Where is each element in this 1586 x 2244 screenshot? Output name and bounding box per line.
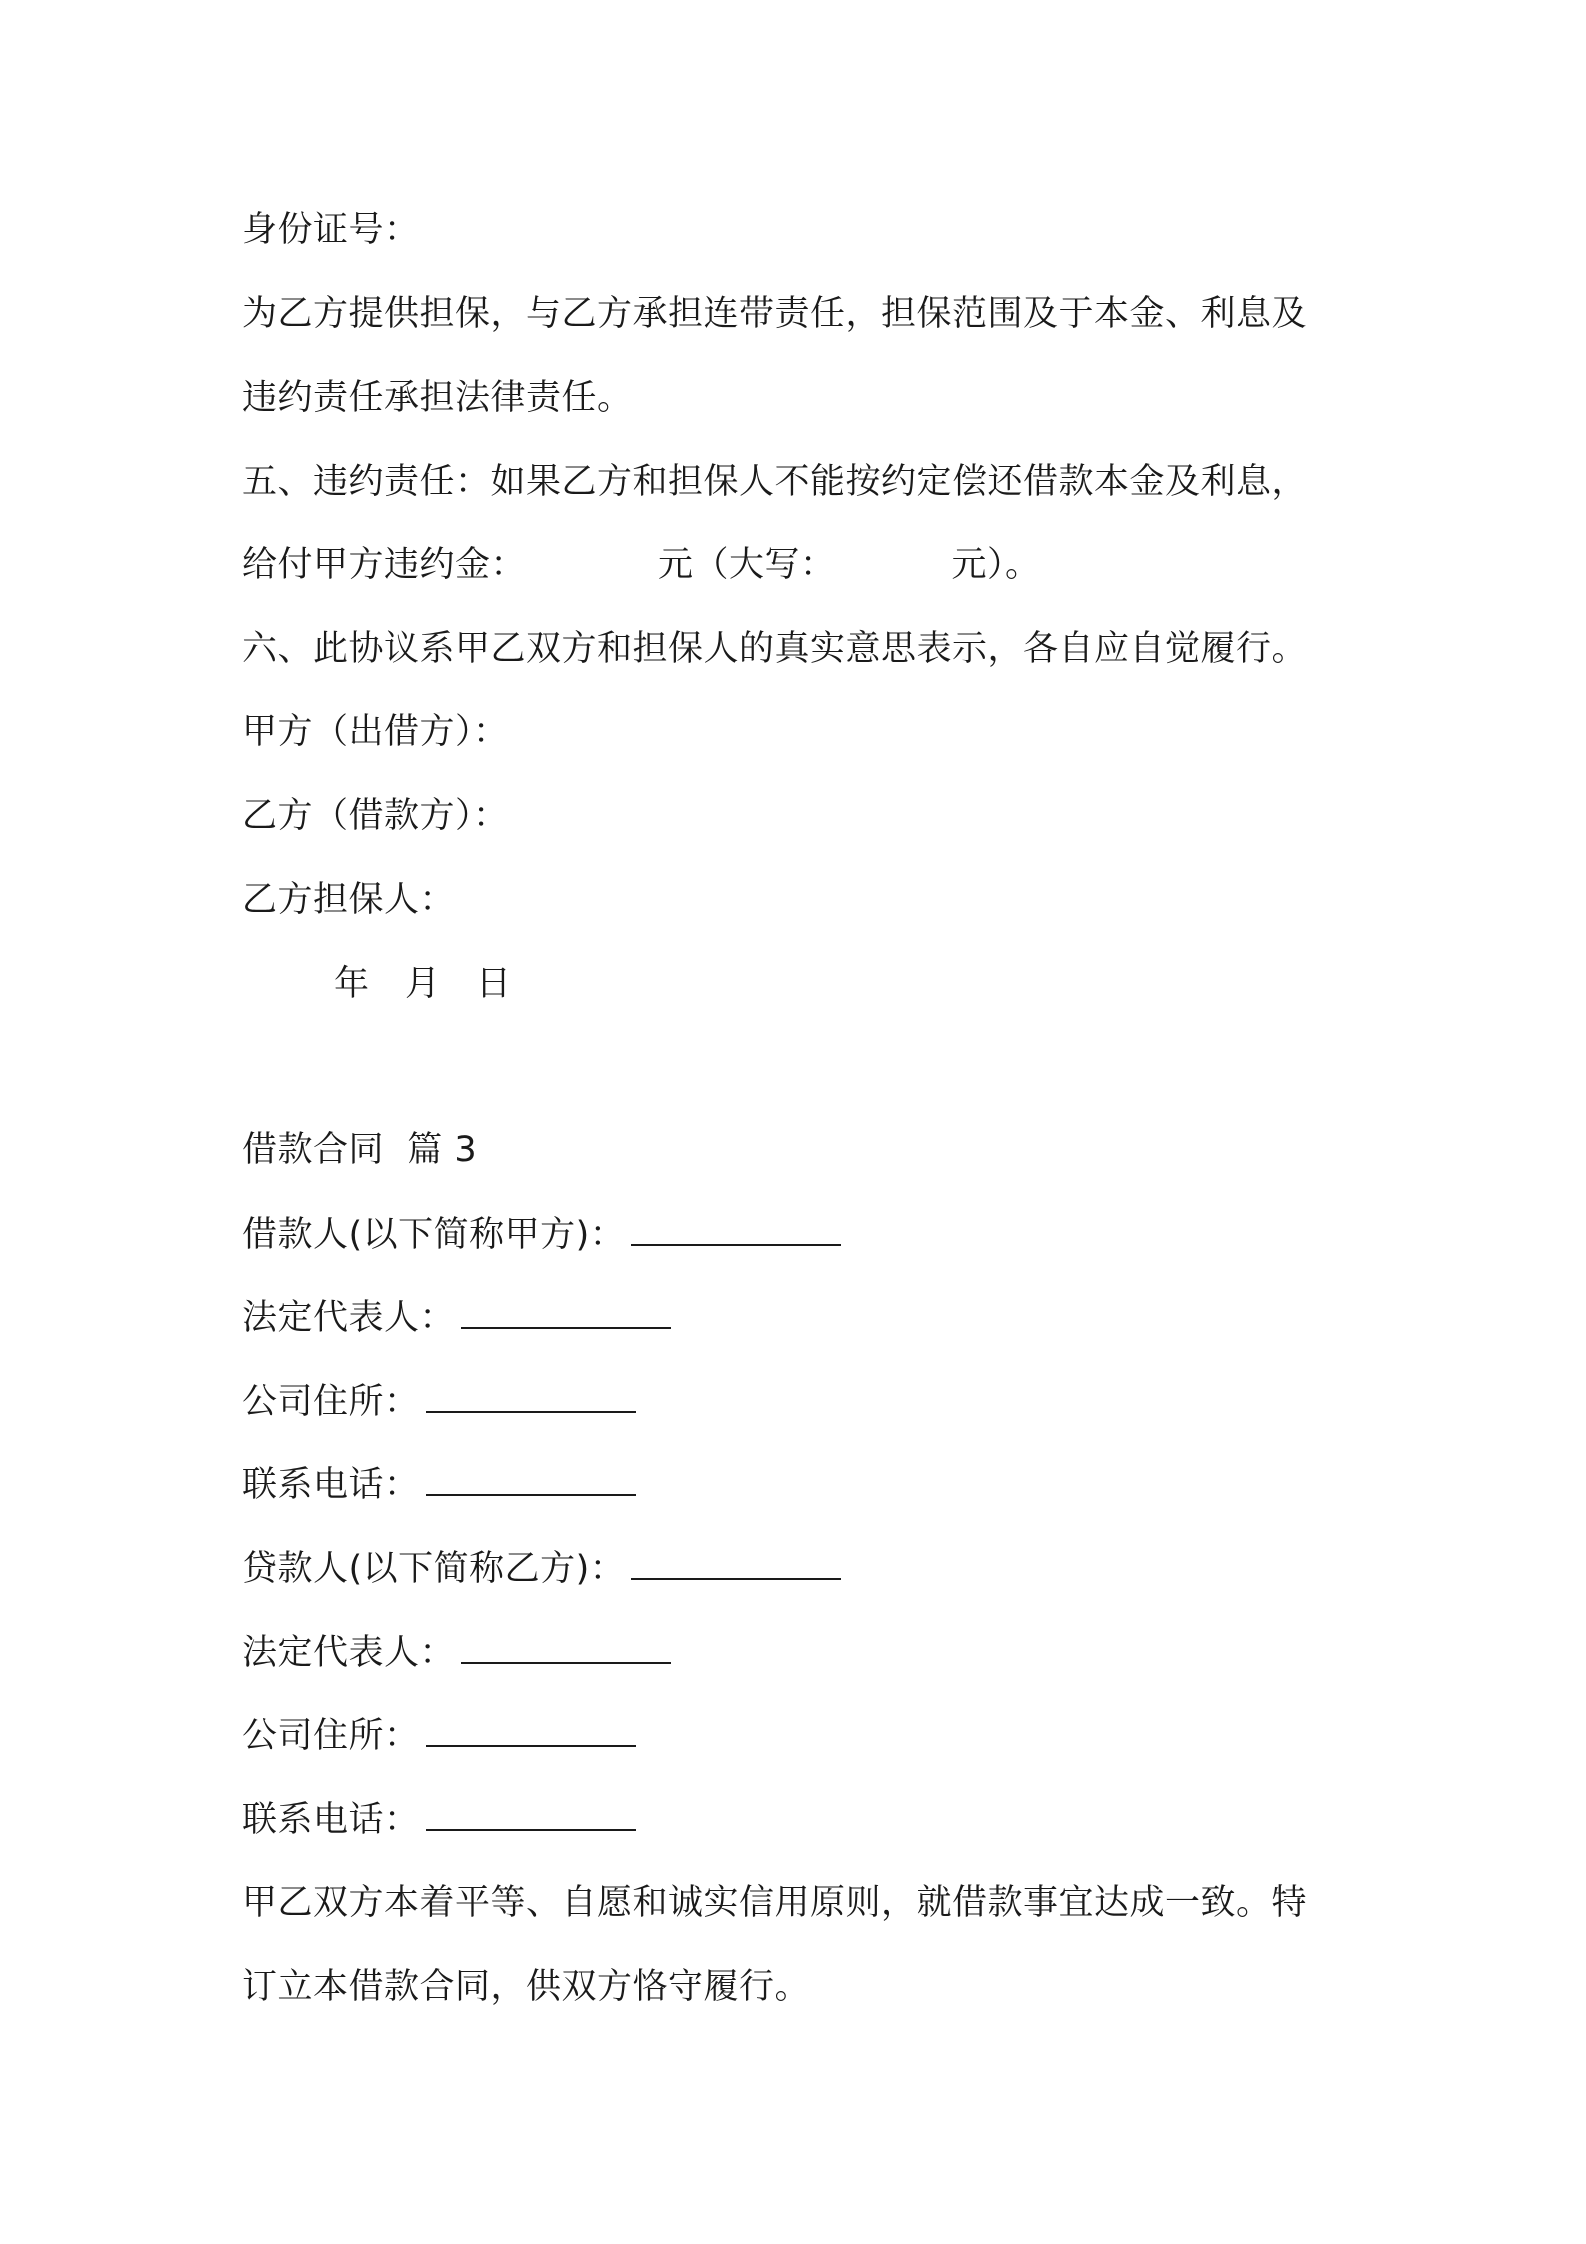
intro-paragraph-line-1: 甲乙双方本着平等、自愿和诚实信用原则，就借款事宜达成一致。特 bbox=[242, 1883, 1308, 1923]
date-line: 年 月 日 bbox=[334, 964, 512, 1004]
borrower-label: 借款人(以下简称甲方)： bbox=[242, 1215, 626, 1255]
penalty-amount-end: 元）。 bbox=[951, 545, 1041, 585]
clause-5-line-1: 五、违约责任：如果乙方和担保人不能按约定偿还借款本金及利息， bbox=[242, 462, 1308, 502]
penalty-amount-words-label: 元（大写： bbox=[658, 545, 836, 585]
borrower-field bbox=[242, 1210, 841, 1259]
borrower-rep-label: 法定代表人： bbox=[242, 1298, 456, 1338]
section-3-title: 借款合同 篇 3 bbox=[242, 1130, 478, 1170]
borrower-phone-field bbox=[242, 1460, 636, 1509]
borrower-address-blank bbox=[426, 1377, 636, 1413]
guarantor-signature-line: 乙方担保人： bbox=[242, 880, 456, 920]
guarantee-text-line-1: 为乙方提供担保，与乙方承担连带责任，担保范围及于本金、利息及 bbox=[242, 294, 1308, 334]
lender-phone-field bbox=[242, 1795, 636, 1844]
borrower-rep-blank bbox=[461, 1293, 671, 1329]
lender-blank bbox=[631, 1544, 841, 1580]
penalty-label: 给付甲方违约金： bbox=[242, 545, 527, 585]
intro-paragraph-line-2: 订立本借款合同，供双方恪守履行。 bbox=[242, 1967, 811, 2007]
lender-rep-label: 法定代表人： bbox=[242, 1633, 456, 1673]
lender-address-blank bbox=[426, 1711, 636, 1747]
borrower-address-field bbox=[242, 1377, 636, 1426]
lender-field bbox=[242, 1544, 841, 1593]
borrower-blank bbox=[631, 1210, 841, 1246]
borrower-address-label: 公司住所： bbox=[242, 1382, 420, 1422]
id-number-line: 身份证号： bbox=[242, 210, 420, 250]
lender-rep-blank bbox=[461, 1628, 671, 1664]
lender-phone-blank bbox=[426, 1795, 636, 1831]
lender-rep-field bbox=[242, 1628, 671, 1677]
borrower-phone-label: 联系电话： bbox=[242, 1465, 420, 1505]
lender-address-label: 公司住所： bbox=[242, 1716, 420, 1756]
borrower-rep-field bbox=[242, 1293, 671, 1342]
guarantee-text-line-2: 违约责任承担法律责任。 bbox=[242, 378, 633, 418]
party-b-signature-line: 乙方（借款方）： bbox=[242, 796, 509, 836]
party-a-signature-line: 甲方（出借方）： bbox=[242, 712, 509, 752]
clause-6-line: 六、此协议系甲乙双方和担保人的真实意思表示，各自应自觉履行。 bbox=[242, 629, 1308, 669]
lender-address-field bbox=[242, 1711, 636, 1760]
clause-5-line-2 bbox=[242, 541, 1041, 589]
borrower-phone-blank bbox=[426, 1460, 636, 1496]
lender-phone-label: 联系电话： bbox=[242, 1800, 420, 1840]
lender-label: 贷款人(以下简称乙方)： bbox=[242, 1549, 626, 1589]
